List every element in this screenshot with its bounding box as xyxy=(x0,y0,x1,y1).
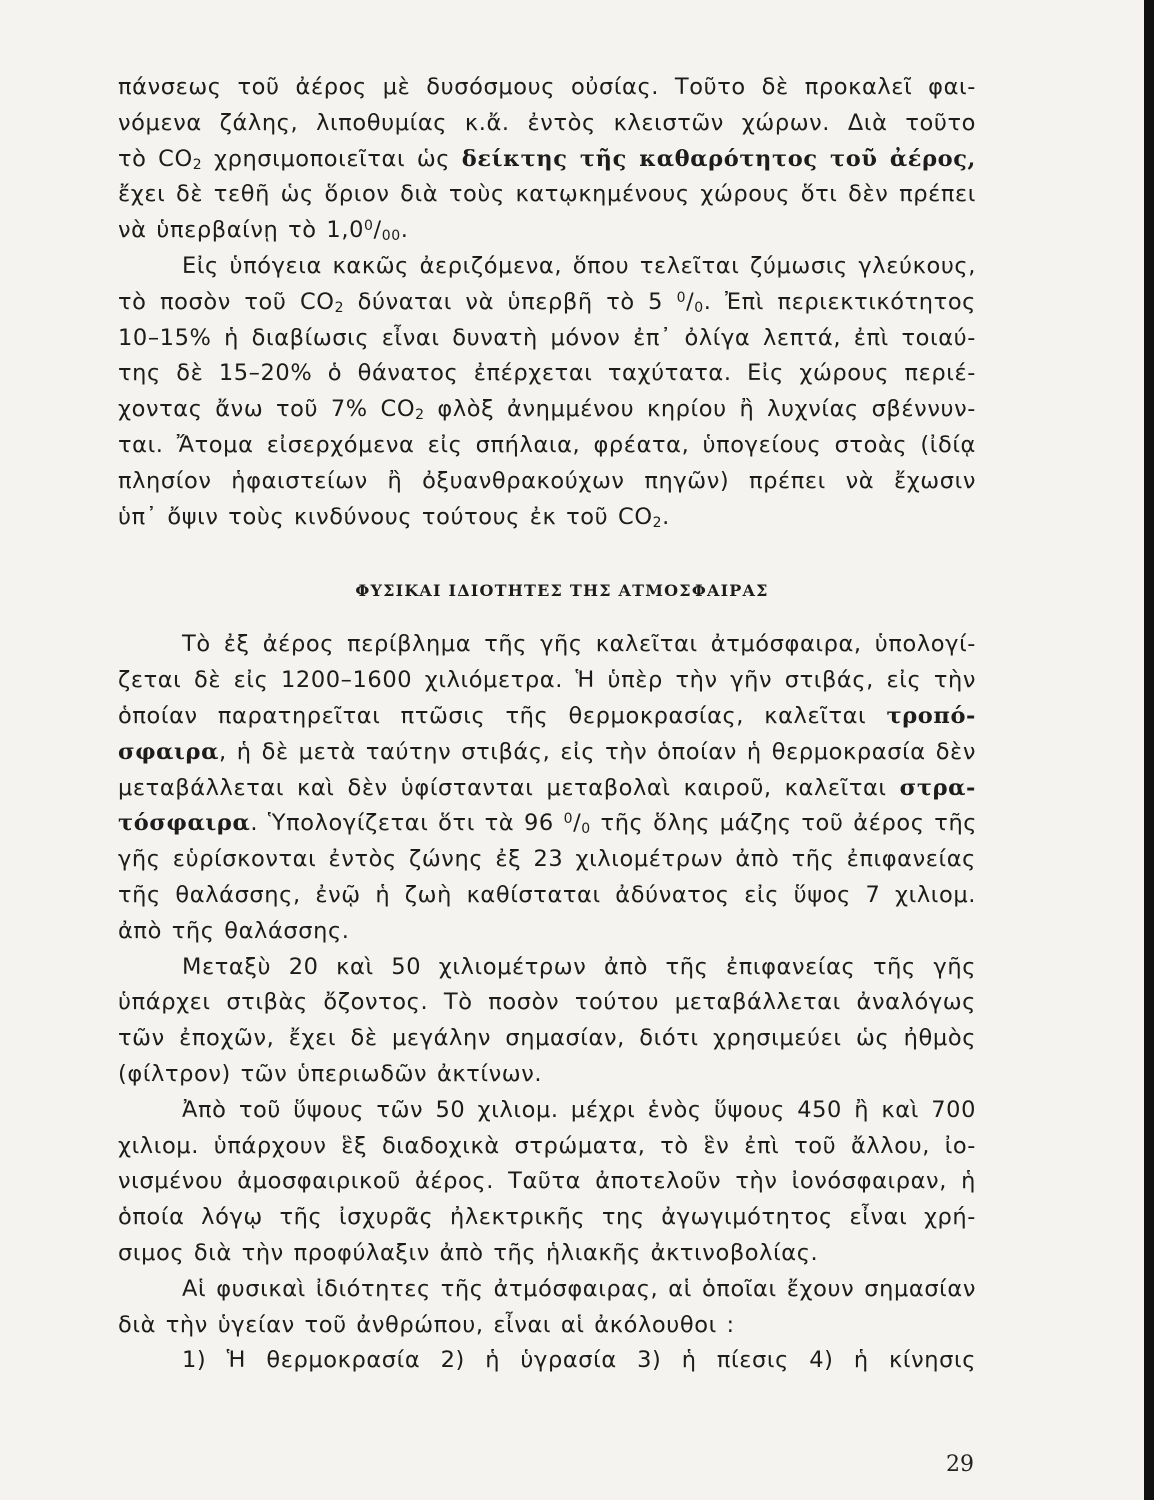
text-line: χιλιομ. ὑπάρχουν ἓξ διαδοχικὰ στρώματα, τὸ ἓν ἐπὶ τοῦ ἄλλου, ἰο- xyxy=(118,1132,976,1159)
superscript: 0 xyxy=(364,218,374,235)
text-fragment: χοντας ἄνω τοῦ 7% CO xyxy=(118,396,416,423)
text-fragment: . xyxy=(400,217,409,244)
text-line: τῶν ἐποχῶν, ἔχει δὲ μεγάλην σημασίαν, διότι χρησιμεύει ὡς ἠθμὸς xyxy=(118,1025,976,1052)
text-line: 1) Ἡ θερμοκρασία 2) ἡ ὑγρασία 3) ἡ πίεσις 4) ἡ κίνησις xyxy=(182,1347,976,1374)
text-line: τῆς θαλάσσης, ἐνῷ ἡ ζωὴ καθίσταται ἀδύνατος εἰς ὕψος 7 χιλιομ. xyxy=(118,881,976,908)
text-fragment: / xyxy=(686,288,695,315)
text-fragment: ὑπ᾽ ὄψιν τοὺς κινδύνους τούτους ἐκ τοῦ CO xyxy=(118,503,653,530)
bold-term: δείκτης τῆς καθαρότητος τοῦ ἀέρος, xyxy=(461,145,976,172)
text-line: ζεται δὲ εἰς 1200–1600 χιλιόμετρα. Ἡ ὑπὲρ τὴν γῆν στιβάς, εἰς τὴν xyxy=(118,667,976,694)
subscript: 2 xyxy=(415,407,425,424)
text-line: πάνσεως τοῦ ἀέρος μὲ δυσόσμους οὐσίας. Τοῦτο δὲ προκαλεῖ φαι- xyxy=(118,74,976,100)
text-line: ὁποία λόγῳ τῆς ἰσχυρᾶς ἠλεκτρικῆς της ἀγωγιμότητος εἶναι χρή- xyxy=(118,1204,976,1231)
text-fragment: . Ὑπολογίζεται ὅτι τὰ 96 xyxy=(250,810,564,837)
text-fragment: νὰ ὑπερβαίνῃ τὸ 1,0 xyxy=(118,217,364,244)
text-line: πλησίον ἡφαιστείων ἢ ὀξυανθρακούχων πηγῶν) πρέπει νὰ ἔχωσιν xyxy=(118,467,976,494)
text-fragment: τὸ ποσὸν τοῦ CO xyxy=(118,288,335,315)
text-line: Τὸ ἐξ ἀέρος περίβλημα τῆς γῆς καλεῖται ἀτμόσφαιρα, ὑπολογί- xyxy=(182,631,976,658)
text-line: Αἱ φυσικαὶ ἰδιότητες τῆς ἀτμόσφαιρας, αἱ ὁποῖαι ἔχουν σημασίαν xyxy=(182,1275,976,1302)
text-line: ὑπάρχει στιβὰς ὄζοντος. Τὸ ποσὸν τούτου μεταβάλλεται ἀναλόγως xyxy=(118,989,976,1016)
text-fragment: . Ἐπὶ περιεκτικότητος xyxy=(703,288,976,315)
text-fragment: ὁποίαν παρατηρεῖται πτῶσις τῆς θερμοκρασίας, καλεῖται xyxy=(118,702,887,729)
bold-term: στρα- xyxy=(899,774,976,801)
text-line xyxy=(118,142,976,178)
text-line: ται. Ἄτομα εἰσερχόμενα εἰς σπήλαια, φρέατα, ὑπογείους στοὰς (ἰδίᾳ xyxy=(118,431,976,458)
text-line: ἀπὸ τῆς θαλάσσης. xyxy=(118,917,350,944)
bold-term: σφαιρα xyxy=(118,738,220,765)
text-line xyxy=(118,285,976,321)
text-fragment: χρησιμοποιεῖται ὡς xyxy=(202,145,462,172)
text-line xyxy=(118,771,976,807)
text-fragment: μεταβάλλεται καὶ δὲν ὑφίστανται μεταβολαὶ καιροῦ, καλεῖται xyxy=(118,774,900,801)
bold-term: τόσφαιρα xyxy=(118,810,251,837)
text-line xyxy=(118,213,976,249)
text-line: Ἀπὸ τοῦ ὕψους τῶν 50 χιλιομ. μέχρι ἑνὸς ὕψους 450 ἢ καὶ 700 xyxy=(182,1096,976,1123)
subscript: 00 xyxy=(381,228,401,245)
text-line: της δὲ 15–20% ὁ θάνατος ἐπέρχεται ταχύτατα. Εἰς χώρους περιέ- xyxy=(118,360,976,387)
text-line: νισμένου ἀμοσφαιρικοῦ ἀέρος. Ταῦτα ἀποτελοῦν τὴν ἰονόσφαιραν, ἡ xyxy=(118,1168,976,1195)
scan-page-edge xyxy=(1144,0,1154,1500)
subscript: 0 xyxy=(694,299,704,316)
text-line xyxy=(118,500,976,536)
text-line: Μεταξὺ 20 καὶ 50 χιλιομέτρων ἀπὸ τῆς ἐπιφανείας τῆς γῆς xyxy=(182,953,976,980)
text-line: ἔχει δὲ τεθῆ ὡς ὅριον διὰ τοὺς κατῳκημένους χώρους ὅτι δὲν πρέπει xyxy=(118,181,976,208)
text-line: Εἰς ὑπόγεια κακῶς ἀεριζόμενα, ὅπου τελεῖται ζύμωσις γλεύκους, xyxy=(182,252,976,279)
text-fragment: / xyxy=(373,217,382,244)
text-line xyxy=(118,735,976,771)
text-fragment: , ἡ δὲ μετὰ ταύτην στιβάς, εἰς τὴν ὁποίαν ἡ θερμοκρασία δὲν xyxy=(219,738,976,765)
page-number: 29 xyxy=(946,1452,974,1477)
text-fragment: φλὸξ ἀνημμένου κηρίου ἢ λυχνίας σβέννυν- xyxy=(424,396,976,423)
bold-term: τροπό- xyxy=(886,702,976,729)
text-line: νόμενα ζάλης, λιποθυμίας κ.ἄ. ἐντὸς κλειστῶν χώρων. Διὰ τοῦτο xyxy=(118,109,976,136)
text-line: (φίλτρον) τῶν ὑπεριωδῶν ἀκτίνων. xyxy=(118,1060,543,1087)
section-heading: ΦΥΣΙΚΑΙ ΙΔΙΟΤΗΤΕΣ ΤΗΣ ΑΤΜΟΣΦΑΙΡΑΣ xyxy=(355,581,769,601)
text-line xyxy=(118,806,976,842)
subscript: 2 xyxy=(652,514,663,531)
subscript: 2 xyxy=(192,156,203,173)
text-line: γῆς εὑρίσκονται ἐντὸς ζώνης ἐξ 23 χιλιομέτρων ἀπὸ τῆς ἐπιφανείας xyxy=(118,846,976,873)
text-line: σιμος διὰ τὴν προφύλαξιν ἀπὸ τῆς ἡλιακῆς ἀκτινοβολίας. xyxy=(118,1239,819,1266)
text-fragment: . xyxy=(662,503,670,530)
text-fragment: τὸ CO xyxy=(118,145,193,172)
text-fragment: τῆς ὅλης μάζης τοῦ ἀέρος τῆς xyxy=(590,810,978,837)
subscript: 2 xyxy=(334,299,345,316)
text-line xyxy=(118,392,976,428)
book-page xyxy=(118,70,976,1379)
text-line xyxy=(118,699,976,735)
text-fragment: / xyxy=(573,810,582,837)
superscript: 0 xyxy=(563,811,574,828)
text-line: 10–15% ἡ διαβίωσις εἶναι δυνατὴ μόνον ἐπ᾽ ὀλίγα λεπτά, ἐπὶ τοιαύ- xyxy=(118,324,976,351)
text-line: διὰ τὴν ὑγείαν τοῦ ἀνθρώπου, εἶναι αἱ ἀκόλουθοι : xyxy=(118,1311,735,1338)
superscript: 0 xyxy=(676,289,687,306)
text-fragment: δύναται νὰ ὑπερβῆ τὸ 5 xyxy=(344,288,677,315)
subscript: 0 xyxy=(581,821,591,838)
